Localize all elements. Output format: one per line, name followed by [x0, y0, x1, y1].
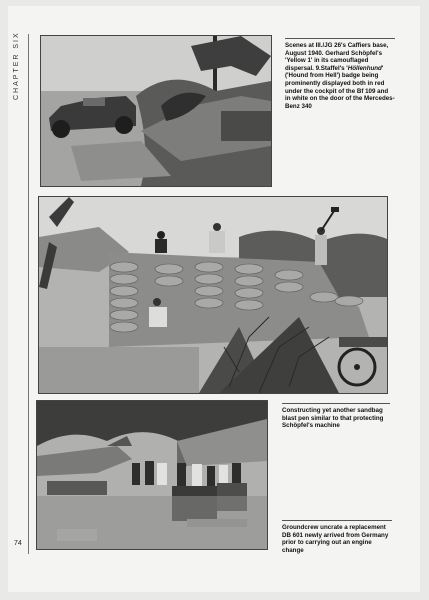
caption-text: Constructing yet another sandbag blast pen similar to that protecting Schöpfel's machine — [282, 407, 384, 430]
margin-rule — [28, 34, 29, 554]
caption-italic-badge-name: Höllenhund — [347, 64, 382, 72]
chapter-label: CHAPTER SIX — [13, 31, 20, 100]
caption-sandbag-pen — [282, 403, 390, 430]
caption-text-cont: ' ('Hound from Hell') badge being prominently displayed both in red under the cockpit of the Bf 109 and in white on the door of the Mercedes-Benz 340 — [285, 64, 395, 110]
photo-groundcrew-engine — [36, 400, 268, 550]
page-number: 74 — [14, 540, 22, 547]
caption-rule — [282, 520, 392, 521]
caption-rule — [285, 38, 395, 39]
caption-rule — [282, 403, 390, 404]
caption-text: Groundcrew uncrate a replacement DB 601 newly arrived from Germany prior to carrying out an engine change — [282, 524, 389, 554]
photo-staff-car-and-aircraft — [40, 35, 272, 187]
caption-text: Scenes at III./JG 26's Caffiers base, August 1940. Gerhard Schöpfel's 'Yellow 1' in its camouflaged dispersal. 9.Staffel's ' — [285, 42, 389, 72]
caption-caffiers-base — [285, 38, 395, 110]
caption-engine-change — [282, 520, 392, 554]
photo-sandbag-construction — [38, 196, 388, 394]
